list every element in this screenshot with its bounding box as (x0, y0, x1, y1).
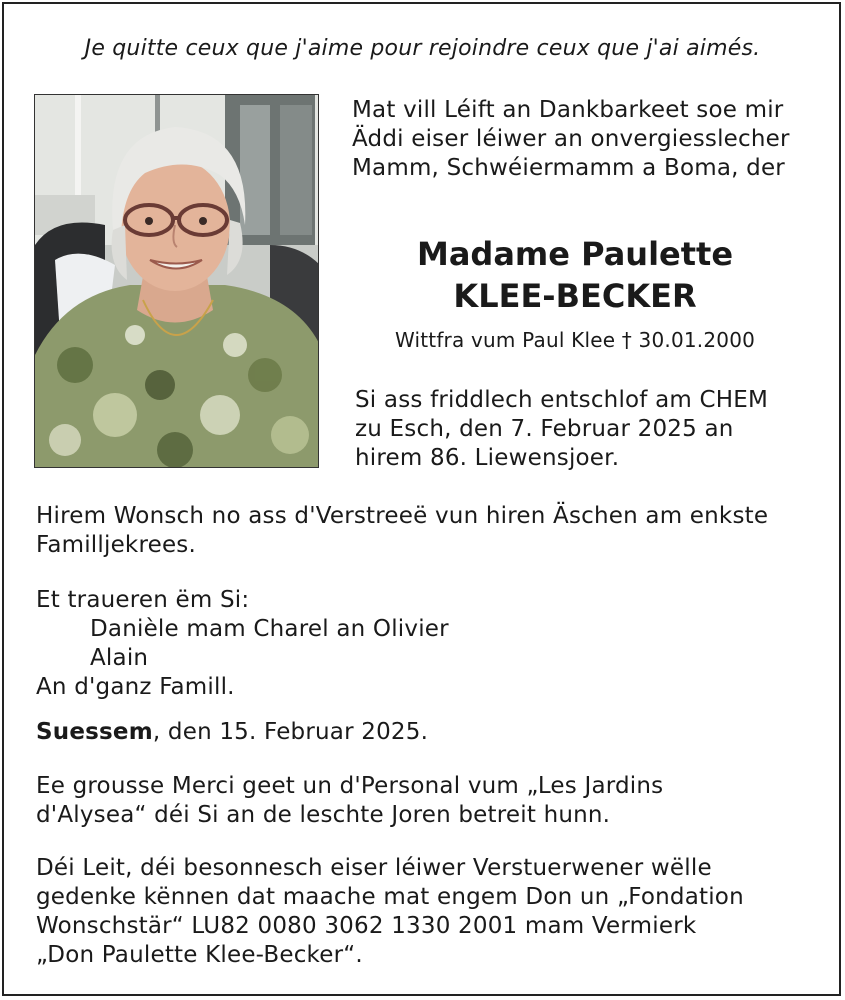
mourners-closing: An d'ganz Famill. (36, 674, 235, 700)
deceased-name: Madame Paulette (416, 235, 734, 273)
place-name: Suessem (36, 719, 153, 745)
donation-line: Wonschstär“ LU82 0080 3062 1330 2001 mam Vermierk (36, 913, 697, 939)
death-announcement (355, 386, 811, 473)
widow-line: Wittfra vum Paul Klee † 30.01.2000 (394, 328, 756, 352)
death-line: zu Esch, den 7. Februar 2025 an (355, 416, 734, 442)
intro-line: Mamm, Schwéiermamm a Boma, der (352, 155, 785, 181)
date-text: , den 15. Februar 2025. (152, 719, 429, 745)
mourners-list (36, 586, 449, 702)
intro-line: Äddi eiser léiwer an onvergiesslecher (352, 126, 790, 152)
wish-line: Hirem Wonsch no ass d'Verstreeë vun hiren Äschen am enkste (36, 503, 769, 529)
donation-line: Déi Leit, déi besonnesch eiser léiwer Verstuerwener wëlle (36, 855, 712, 881)
thanks-paragraph (36, 772, 663, 830)
mourner-name: Alain (90, 645, 149, 671)
death-line: hirem 86. Liewensjoer. (355, 445, 620, 471)
mourners-heading: Et traueren ëm Si: (36, 587, 250, 613)
thanks-line: d'Alysea“ déi Si an de leschte Joren betreit hunn. (36, 802, 611, 828)
mourner-name: Danièle mam Charel an Olivier (90, 616, 449, 642)
portrait-photo (34, 94, 319, 468)
intro-text (352, 96, 790, 183)
death-line: Si ass friddlech entschlof am CHEM (355, 387, 769, 413)
donation-paragraph (36, 854, 744, 970)
place-date-line (36, 718, 428, 747)
deceased-surname: KLEE-BECKER (453, 277, 697, 315)
wish-paragraph (36, 502, 768, 560)
intro-line: Mat vill Léift an Dankbarkeet soe mir (352, 97, 784, 123)
donation-line: gedenke kënnen dat maache mat engem Don un „Fondation (36, 884, 744, 910)
wish-line: Familljekrees. (36, 532, 196, 558)
epigraph-quote: Je quitte ceux que j'aime pour rejoindre ceux que j'ai aimés. (84, 36, 761, 61)
donation-line: „Don Paulette Klee-Becker“. (36, 942, 363, 968)
thanks-line: Ee grousse Merci geet un d'Personal vum „Les Jardins (36, 773, 664, 799)
